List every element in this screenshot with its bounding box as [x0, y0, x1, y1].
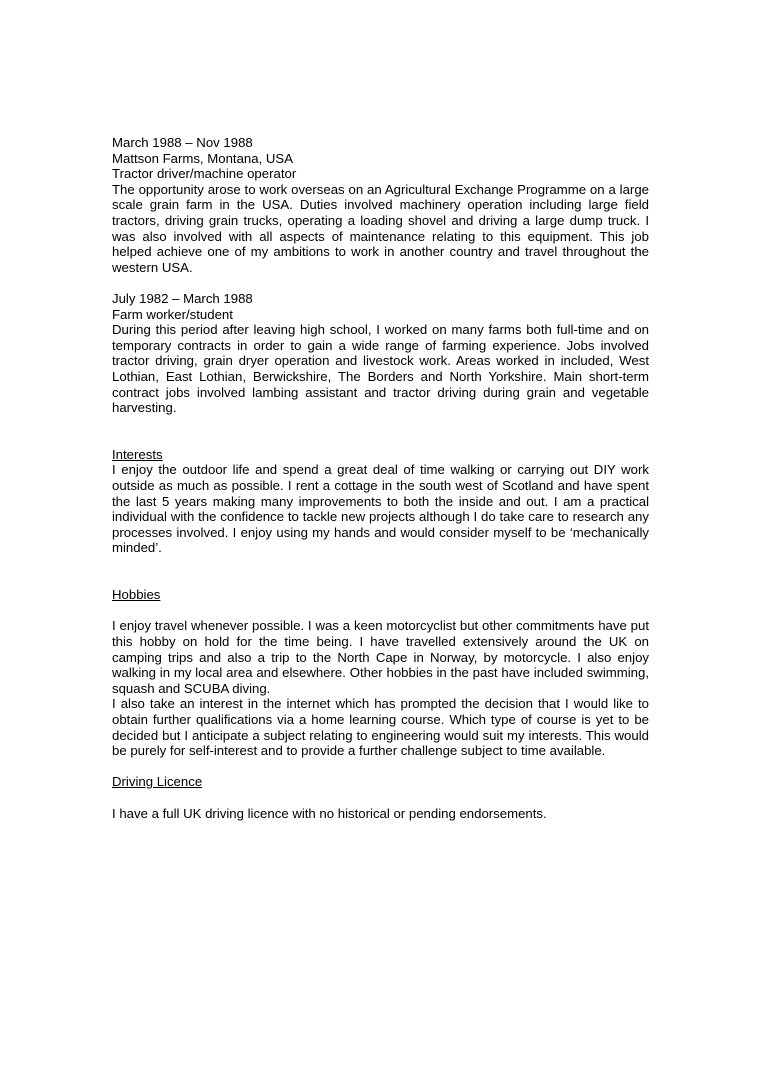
interests-heading: Interests: [112, 446, 163, 462]
interests-text: I enjoy the outdoor life and spend a great deal of time walking or carrying out DIY work outside as much as possible. I rent a cottage in the south west of Scotland and have spent the last 5 years making many improvements to both the inside and out. I am a practical individual with the confidence to tackle new projects although I do take care to research any processes involved. I enjoy using my hands and would consider myself to be ‘mechanically minded’.: [112, 462, 649, 556]
hobbies-paragraph-2: I also take an interest in the internet which has prompted the decision that I would like to obtain further qualifications via a home learning course. Which type of course is yet to be decided but I anticipate a subject relating to engineering would suit my interests. This would be purely for self-interest and to provide a further challenge subject to time available.: [112, 696, 649, 759]
job-dates: March 1988 – Nov 1988: [112, 135, 253, 150]
driving-licence-heading: Driving Licence: [112, 774, 203, 790]
driving-licence-text: I have a full UK driving licence with no historical or pending endorsements.: [112, 805, 547, 821]
job-description: The opportunity arose to work overseas on an Agricultural Exchange Programme on a large scale grain farm in the USA. Duties involved machinery operation including large field tractors, driving grain trucks, operating a loading shovel and driving a large dump truck. I was also involved with all aspects of maintenance relating to this equipment. This job helped achieve one of my ambitions to work in another country and travel throughout the western USA.: [112, 181, 649, 275]
experience-mattson-farms: [112, 135, 649, 275]
interests-section: [112, 447, 649, 556]
hobbies-paragraph-1: I enjoy travel whenever possible. I was a keen motorcyclist but other commitments have put this hobby on hold for the time being. I have travelled extensively around the UK on camping trips and also a trip to the North Cape in Norway, by motorcycle. I also enjoy walking in my local area and elsewhere. Other hobbies in the past have included swimming, squash and SCUBA diving.: [112, 618, 649, 696]
driving-licence-section: [112, 774, 649, 821]
job-role: Tractor driver/machine operator: [112, 166, 297, 182]
hobbies-section: [112, 587, 649, 759]
job-dates: July 1982 – March 1988: [112, 290, 253, 306]
hobbies-heading: Hobbies: [112, 587, 161, 603]
job-employer: Mattson Farms, Montana, USA: [112, 150, 294, 166]
job-role: Farm worker/student: [112, 306, 233, 322]
experience-farm-worker: [112, 291, 649, 416]
cv-page: [112, 135, 649, 821]
job-description: During this period after leaving high school, I worked on many farms both full-time and on temporary contracts in order to gain a wide range of farming experience. Jobs involved tractor driving, grain dryer operation and livestock work. Areas worked in included, West Lothian, East Lothian, Berwickshire, The Borders and North Yorkshire. Main short-term contract jobs involved lambing assistant and tractor driving during grain and vegetable harvesting.: [112, 322, 649, 416]
